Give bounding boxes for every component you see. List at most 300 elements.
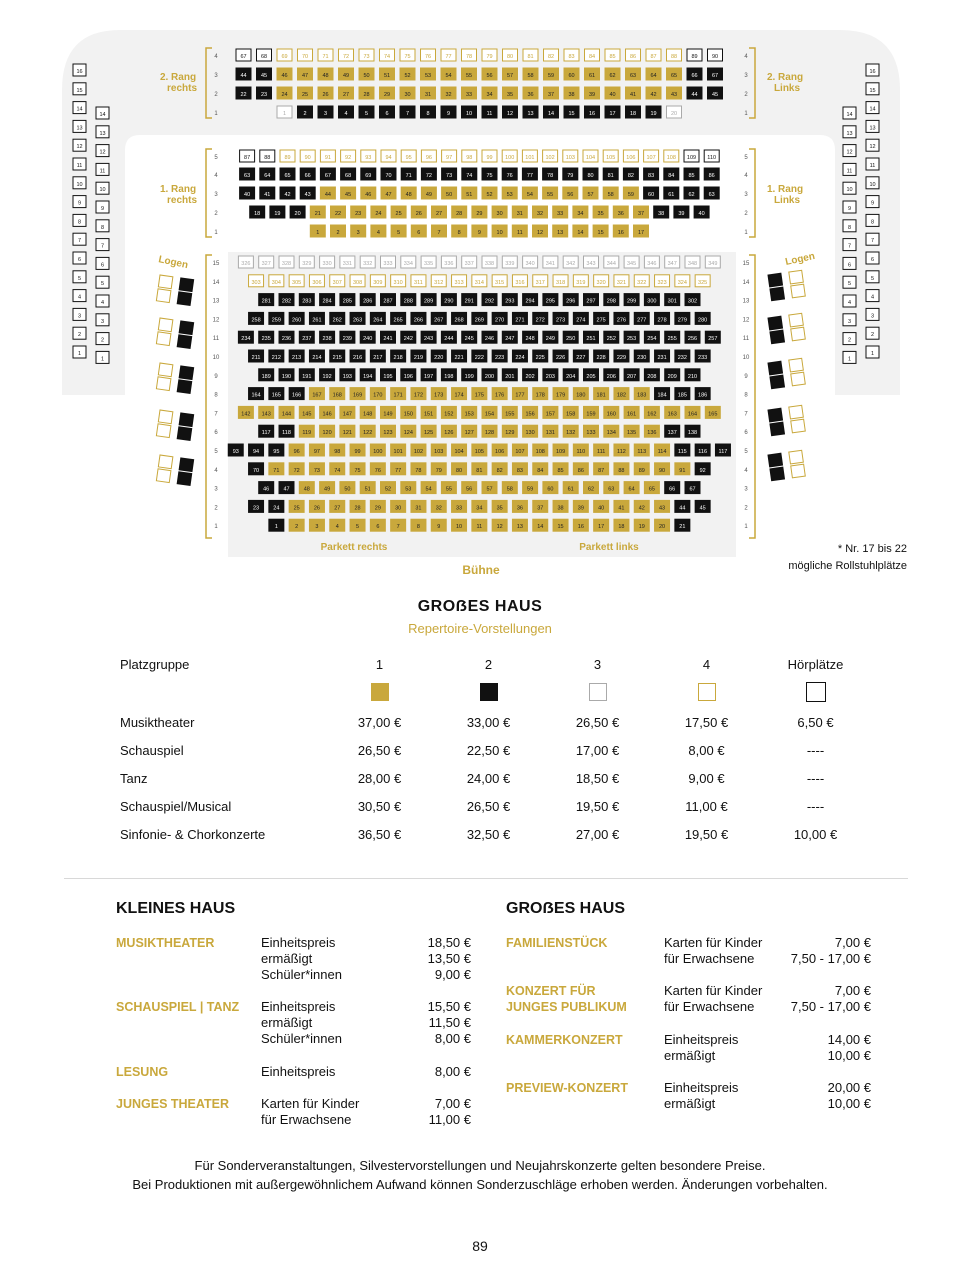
loge-seat [768, 361, 783, 375]
seat-number: 109 [555, 449, 566, 455]
seat-number: 106 [495, 449, 505, 455]
seat-number: 71 [273, 467, 280, 474]
seat-number: 55 [445, 486, 452, 493]
loge-seat [791, 372, 806, 386]
seat-number: 35 [506, 92, 514, 98]
seat-number: 32 [435, 505, 442, 512]
seat-number: 162 [647, 411, 657, 418]
seat-number: 337 [464, 261, 474, 267]
seat-number: 98 [466, 155, 473, 161]
seat-number: 61 [567, 486, 574, 493]
loge-seat [770, 375, 785, 389]
footer-note-1: Für Sonderveranstaltungen, Silvestervorstellungen und Neujahrskonzerte gelten besondere Preise. [194, 1158, 766, 1173]
seat-number: 64 [264, 173, 271, 179]
seat-number: 242 [403, 336, 413, 343]
seat-number: 1 [282, 111, 287, 117]
seat-number: 291 [464, 298, 474, 305]
seat-number: 13 [527, 111, 534, 117]
seat-number: 40 [698, 211, 705, 217]
seat-number: 19 [650, 111, 657, 117]
seat-number: 75 [354, 467, 361, 474]
seat-number: 249 [545, 336, 555, 343]
seat-number: 4 [100, 300, 105, 306]
seat-number: 69 [281, 54, 288, 60]
white-swatch [589, 683, 607, 701]
seat-number: 217 [373, 355, 383, 361]
seat-number: 212 [271, 355, 281, 361]
loge-seat [156, 424, 171, 438]
row-number: 1 [744, 111, 748, 117]
seat-number: 199 [464, 373, 474, 380]
seat-number: 221 [454, 355, 464, 361]
seat-number: 121 [342, 430, 352, 437]
seat-number: 8 [100, 224, 105, 231]
row-label: Schauspiel/Musical [120, 798, 232, 814]
seat-number: 144 [281, 411, 292, 418]
seat-number: 154 [484, 411, 495, 418]
seat-number: 135 [627, 430, 637, 437]
seat-number: 248 [525, 336, 535, 343]
seat-number: 63 [608, 486, 615, 493]
seat-number: 330 [322, 261, 332, 267]
seat-number: 1 [100, 356, 105, 363]
seat-number: 7 [396, 524, 400, 531]
seat-number: 131 [545, 430, 555, 437]
row-number: 2 [744, 505, 748, 512]
row-number: 8 [744, 392, 748, 399]
seat-number: 145 [302, 411, 312, 418]
seat-number: 49 [324, 486, 331, 493]
price-cell: 9,00 € [688, 770, 725, 786]
seat-number: 289 [424, 298, 434, 305]
price-value: 10,00 € [827, 1048, 871, 1063]
row-number: 5 [214, 155, 218, 161]
seat-number: 184 [657, 392, 667, 399]
seat-number: 166 [292, 392, 302, 399]
seat-number: 193 [342, 373, 352, 380]
seat-number: 68 [345, 173, 352, 179]
seat-number: 191 [302, 373, 312, 380]
seat-number: 45 [260, 73, 268, 79]
footer-note-2: Bei Produktionen mit außergewöhnlichem Aufwand können Sonderzuschläge erhoben werden. Änderungen vorbehalten. [132, 1177, 828, 1192]
seat-number: 6 [870, 257, 875, 263]
seat-number: 60 [568, 73, 575, 79]
loge-seat [791, 464, 806, 478]
seat-number: 107 [515, 449, 525, 455]
seat-number: 78 [547, 173, 554, 179]
seat-number: 16 [588, 111, 596, 117]
price-cell: 37,00 € [357, 714, 402, 730]
seat-number: 9 [870, 200, 875, 207]
row-number: 1 [214, 524, 218, 531]
seat-number: 313 [454, 279, 464, 286]
seat-number: 50 [446, 192, 453, 198]
seat-number: 57 [486, 486, 493, 493]
price-cell: 8,00 € [688, 742, 725, 758]
seat-number: 134 [606, 430, 616, 437]
seat-number: 201 [505, 373, 515, 380]
seat-number: 6 [376, 524, 380, 531]
seat-number: 122 [363, 430, 373, 437]
seat-number: 3 [77, 313, 82, 320]
seat-number: 6 [417, 230, 421, 236]
price-cell: 17,00 € [575, 742, 620, 758]
seat-number: 14 [99, 112, 106, 118]
row-number: 12 [742, 317, 750, 324]
seat-number: 87 [244, 155, 251, 161]
seat-number: 252 [606, 336, 616, 343]
seat-number: 332 [363, 261, 373, 267]
seat-number: 132 [566, 430, 576, 437]
seat-number: 299 [627, 298, 637, 305]
seat-number: 142 [241, 411, 251, 418]
seat-number: 74 [466, 173, 473, 179]
seat-number: 30 [404, 92, 411, 98]
page-number: 89 [472, 1238, 488, 1254]
seat-number: 301 [667, 298, 677, 305]
seat-number: 12 [536, 230, 544, 236]
row-number: 1 [214, 230, 218, 236]
row-number: 12 [212, 317, 220, 324]
seat-number: 54 [526, 192, 533, 198]
price-cell: 26,50 € [575, 714, 620, 730]
seat-number: 277 [637, 317, 647, 324]
seat-number: 159 [586, 411, 596, 418]
section-divider [64, 878, 908, 879]
price-cell: 18,50 € [575, 770, 620, 786]
seat-number: 10 [846, 187, 853, 194]
row-number: 7 [214, 411, 218, 418]
price-label: Einheitspreis [664, 1080, 739, 1095]
seat-number: 7 [100, 243, 105, 250]
seat-number: 177 [515, 392, 525, 399]
seat-number: 4 [870, 294, 875, 301]
seat-number: 287 [383, 298, 393, 305]
seat-number: 3 [847, 318, 852, 325]
seat-number: 256 [687, 336, 698, 343]
seat-number: 23 [355, 211, 362, 217]
seat-number: 64 [650, 73, 657, 79]
seat-number: 62 [609, 73, 616, 79]
seat-number: 86 [629, 54, 637, 60]
row-number: 5 [744, 449, 748, 455]
seat-number: 180 [576, 392, 586, 399]
price-cell: 10,00 € [793, 826, 838, 842]
price-label: ermäßigt [261, 1015, 313, 1030]
price-cell: 33,00 € [466, 714, 511, 730]
seat-number: 230 [637, 355, 647, 361]
seat-number: 80 [587, 173, 594, 179]
price-cell: ---- [806, 798, 825, 814]
seat-number: 46 [281, 73, 288, 79]
seat-number: 47 [301, 73, 309, 79]
seat-number: 6 [385, 111, 389, 117]
seat-number: 5 [397, 230, 401, 236]
seat-number: 9 [77, 200, 82, 207]
seat-number: 34 [486, 92, 493, 98]
price-cell: 11,00 € [685, 798, 728, 814]
seat-number: 44 [240, 73, 247, 79]
seat-number: 77 [445, 54, 452, 60]
seat-number: 43 [658, 505, 666, 512]
seat-number: 105 [606, 155, 616, 161]
seat-number: 280 [698, 317, 708, 324]
seat-number: 115 [677, 449, 687, 455]
seat-number: 235 [261, 336, 271, 343]
seat-number: 311 [414, 279, 423, 286]
seat-number: 328 [281, 261, 292, 267]
price-value: 10,00 € [827, 1096, 871, 1111]
seat-number: 49 [425, 192, 432, 198]
seat-number: 261 [312, 317, 322, 324]
seat-number: 20 [670, 111, 678, 117]
seat-number: 254 [647, 336, 657, 343]
price-value: 11,50 € [428, 1015, 471, 1030]
seat-number: 88 [264, 155, 271, 161]
row-number: 1 [214, 111, 218, 117]
seat-number: 124 [403, 430, 413, 437]
seat-number: 4 [376, 230, 380, 236]
price-label: Karten für Kinder [261, 1096, 360, 1111]
seat-number: 42 [650, 92, 657, 98]
row-number: 4 [214, 54, 218, 60]
seat-number: 55 [465, 73, 473, 79]
seat-number: 172 [413, 392, 424, 399]
column-header: 4 [702, 656, 711, 672]
seat-number: 334 [403, 261, 413, 267]
seat-number: 195 [383, 373, 393, 380]
row-number: 14 [742, 279, 750, 286]
seat-number: 109 [686, 155, 697, 161]
price-label: Einheitspreis [261, 935, 336, 950]
category-label: KONZERT FÜR [506, 984, 596, 998]
seat-number: 91 [324, 155, 331, 161]
seat-number: 36 [617, 211, 624, 217]
seat-number: 31 [424, 92, 432, 98]
price-value: 8,00 € [434, 1031, 471, 1046]
row-number: 3 [744, 73, 748, 79]
loge [768, 405, 805, 435]
seat-number: 40 [598, 505, 605, 512]
loge-seat [158, 275, 173, 289]
seat-number: 41 [264, 192, 271, 198]
seat-number: 46 [263, 486, 270, 493]
seat-number: 327 [261, 261, 271, 267]
seat-number: 83 [568, 54, 575, 60]
seat-number: 197 [424, 373, 434, 380]
seat-number: 216 [352, 355, 363, 361]
grosses-haus-title: GROẞES HAUS [417, 598, 543, 615]
loge-seat [791, 327, 806, 341]
seat-number: 8 [870, 219, 875, 226]
seat-number: 13 [846, 130, 853, 137]
seat-number: 310 [393, 279, 403, 286]
loge-seat [177, 427, 192, 441]
seat-number: 189 [261, 373, 271, 380]
seat-number: 302 [687, 298, 698, 305]
seat-number: 61 [588, 73, 596, 79]
loge-seat [789, 313, 804, 327]
seat-number: 7 [437, 230, 441, 236]
seat-number: 26 [313, 505, 321, 512]
seat-number: 82 [627, 173, 634, 179]
seat-number: 59 [527, 486, 534, 493]
seat-number: 119 [302, 430, 312, 437]
seat-number: 265 [393, 317, 403, 324]
seat-number: 339 [505, 261, 515, 267]
seat-number: 247 [505, 336, 515, 343]
seat-number: 204 [566, 373, 576, 380]
price-value: 11,00 € [428, 1112, 471, 1127]
seat-number: 215 [332, 355, 342, 361]
seat-number: 326 [241, 261, 251, 267]
seat-number: 269 [474, 317, 484, 324]
column-header: 1 [375, 656, 384, 672]
seat-number: 19 [638, 524, 645, 531]
seat-number: 42 [638, 505, 645, 512]
row-number: 9 [744, 373, 748, 380]
seat-number: 22 [334, 211, 342, 217]
seat-number: 258 [251, 317, 261, 324]
seat-number: 14 [869, 106, 876, 113]
seat-number: 7 [405, 111, 410, 117]
seat-number: 39 [588, 92, 596, 98]
column-header: Hörplätze [787, 656, 844, 672]
loge-seat [768, 316, 783, 330]
rang2-rechts-line1: 2. Rang [159, 72, 197, 83]
seat-number: 340 [525, 261, 535, 267]
price-cell: 27,00 € [575, 826, 620, 842]
seat-number: 210 [687, 373, 698, 380]
seat-number: 25 [301, 92, 309, 98]
seat-number: 226 [555, 355, 566, 361]
loge-seat [768, 273, 783, 287]
seat-number: 41 [629, 92, 637, 98]
price-cell: ---- [806, 742, 825, 758]
seat-number: 312 [434, 279, 444, 286]
seat-number: 32 [445, 92, 452, 98]
seat-number: 288 [403, 298, 413, 305]
seat-number: 74 [383, 54, 391, 60]
seat-number: 103 [565, 155, 575, 161]
seat-number: 232 [677, 355, 687, 361]
seat-number: 148 [363, 411, 373, 418]
kh-junges-theater [116, 1096, 471, 1130]
seat-number: 51 [364, 486, 371, 493]
price-value: 7,00 € [834, 983, 871, 998]
seat-number: 10 [496, 230, 503, 236]
seat-number: 168 [332, 392, 342, 399]
seat-number: 176 [495, 392, 505, 399]
table-row [120, 708, 870, 736]
seat-number: 297 [586, 298, 596, 305]
price-header-row [120, 650, 870, 678]
seat-number: 343 [586, 261, 596, 267]
seat-number: 91 [679, 467, 686, 474]
row-number: 2 [214, 92, 218, 98]
seat-number: 186 [698, 392, 708, 399]
seat-number: 94 [252, 449, 260, 455]
seat-number: 106 [626, 155, 636, 161]
price-label: für Erwachsene [261, 1112, 352, 1127]
seat-number: 9 [847, 206, 852, 212]
seat-number: 30 [496, 211, 503, 217]
seat-number: 7 [847, 243, 852, 250]
gh-preview-konzert [506, 1080, 871, 1114]
seat-number: 105 [474, 449, 484, 455]
kh-musiktheater [116, 935, 471, 985]
price-cell: 19,50 € [575, 798, 620, 814]
seat-number: 10 [76, 181, 83, 188]
swatch-row [120, 678, 870, 708]
seat-number: 296 [566, 298, 576, 305]
seat-number: 18 [618, 524, 625, 531]
seat-number: 13 [516, 524, 524, 531]
seat-number: 2 [77, 332, 82, 339]
loge-seat [156, 289, 171, 303]
seat-number: 165 [708, 411, 718, 418]
seat-number: 85 [557, 467, 564, 474]
loge-seat [156, 469, 171, 483]
seat-number: 17 [609, 111, 616, 117]
seat-number: 113 [637, 449, 647, 455]
seat-number: 228 [596, 355, 606, 361]
seat-number: 33 [557, 211, 564, 217]
seat-number: 1 [870, 351, 875, 357]
seat-number: 322 [637, 279, 647, 286]
seat-number: 283 [302, 298, 312, 305]
rang1-links-label: 1. Rang Links [766, 184, 804, 206]
seat-number: 34 [577, 211, 584, 217]
seat-number: 80 [506, 54, 514, 60]
loge [768, 358, 805, 388]
wheelchair-note-1: * Nr. 17 bis 22 [837, 543, 907, 555]
seat-number: 282 [281, 298, 292, 305]
seat-number: 87 [598, 467, 605, 474]
seat-number: 38 [658, 211, 665, 217]
seat-number: 53 [506, 192, 513, 198]
seat-number: 146 [322, 411, 332, 418]
seat-number: 38 [568, 92, 575, 98]
loge [156, 363, 193, 393]
seat-number: 3 [870, 313, 875, 320]
seat-number: 9 [446, 111, 451, 117]
loge-seat [789, 405, 804, 419]
seat-number: 7 [870, 238, 875, 245]
seat-number: 90 [711, 54, 719, 60]
seat-number: 253 [627, 336, 637, 343]
seat-number: 192 [322, 373, 332, 380]
seat-number: 47 [283, 486, 290, 493]
seat-number: 260 [292, 317, 302, 324]
seat-number: 41 [618, 505, 625, 512]
seat-number: 3 [356, 230, 360, 236]
seat-number: 25 [395, 211, 402, 217]
seat-number: 66 [304, 173, 311, 179]
seat-number: 161 [627, 411, 637, 418]
seat-number: 128 [484, 430, 495, 437]
seat-number: 263 [352, 317, 363, 324]
row-number: 3 [214, 486, 218, 493]
seat-number: 23 [260, 92, 268, 98]
seat-number: 35 [597, 211, 604, 217]
seat-number: 233 [698, 355, 708, 361]
section-bracket [749, 149, 755, 237]
seat-number: 316 [515, 279, 525, 286]
seat-number: 51 [383, 73, 391, 79]
seat-number: 67 [324, 173, 331, 179]
seat-number: 56 [486, 73, 493, 79]
